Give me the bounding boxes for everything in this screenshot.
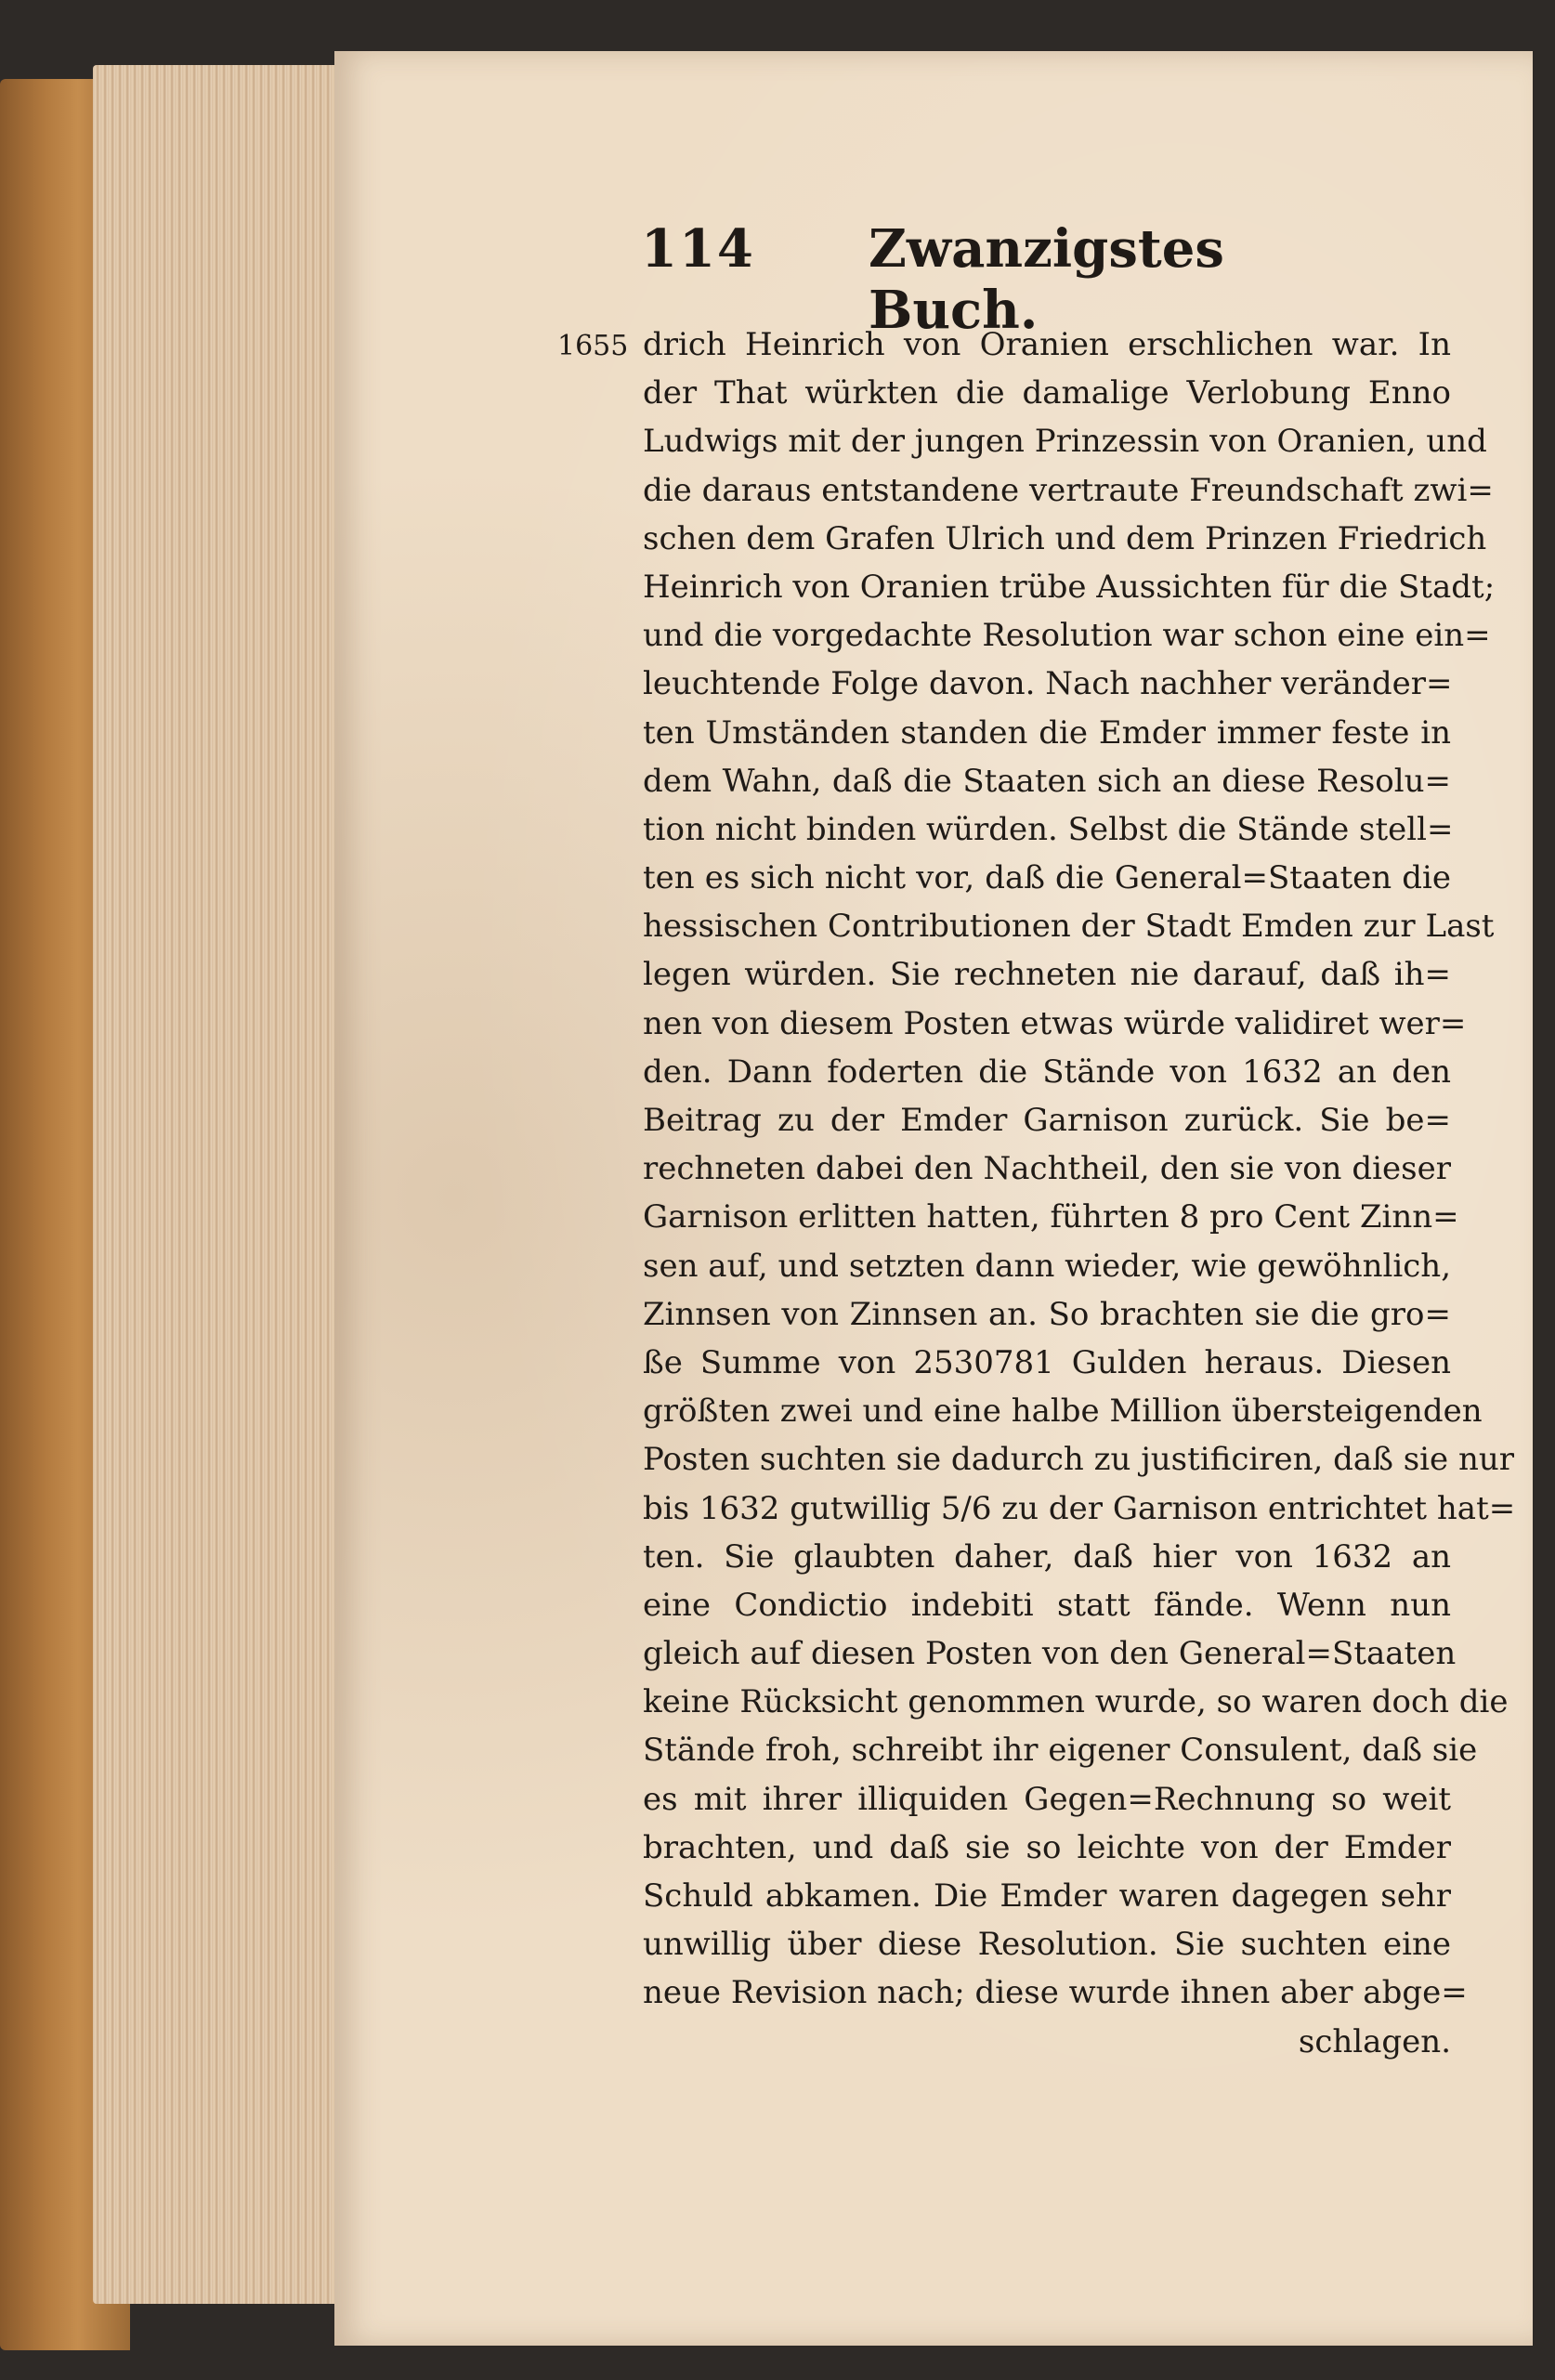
text-line: ten Umständen standen die Emder immer feste in <box>643 713 1451 752</box>
text-line: hessischen Contributionen der Stadt Emden zur Last <box>643 908 1495 946</box>
text-line: rechneten dabei den Nachtheil, den sie von dieser <box>643 1150 1451 1188</box>
text-line: bis 1632 gutwillig 5/6 zu der Garnison entrichtet hat= <box>643 1489 1516 1527</box>
text-line: Stände froh, schreibt ihr eigener Consulent, daß sie <box>643 1732 1478 1770</box>
text-line: Schuld abkamen. Die Emder waren dagegen sehr <box>643 1877 1451 1915</box>
text-line: Heinrich von Oranien trübe Aussichten für die Stadt; <box>643 568 1496 606</box>
text-line: dem Wahn, daß die Staaten sich an diese Resolu= <box>643 762 1451 800</box>
page-number: 114 <box>641 218 755 280</box>
text-line: ten es sich nicht vor, daß die General=Staaten die <box>643 859 1451 897</box>
text-line: es mit ihrer illiquiden Gegen=Rechnung so weit <box>643 1780 1451 1818</box>
text-line: drich Heinrich von Oranien erschlichen war. In <box>643 326 1451 363</box>
text-line: die daraus entstandene vertraute Freundschaft zwi= <box>643 471 1494 509</box>
text-line: unwillig über diese Resolution. Sie suchten eine <box>643 1926 1451 1964</box>
running-title: Zwanzigstes Buch. <box>869 218 1224 341</box>
text-line: und die vorgedachte Resolution war schon eine ein= <box>643 617 1491 655</box>
text-line: brachten, und daß sie so leichte von der Emder <box>643 1828 1451 1866</box>
page-block-edges <box>93 65 339 2304</box>
text-line: keine Rücksicht genommen wurde, so waren doch die <box>643 1683 1509 1721</box>
text-line-catchword: schlagen. <box>1298 2022 1451 2060</box>
text-line: Garnison erlitten hatten, führten 8 pro Cent Zinn= <box>643 1198 1459 1236</box>
text-line: eine Condictio indebiti statt fände. Wenn nun <box>643 1586 1451 1624</box>
text-line: Zinnsen von Zinnsen an. So brachten sie die gro= <box>643 1295 1451 1333</box>
text-line: tion nicht binden würden. Selbst die Stände stell= <box>643 810 1454 848</box>
text-line: ße Summe von 2530781 Gulden heraus. Diesen <box>643 1343 1451 1381</box>
text-line: größten zwei und eine halbe Million übersteigenden <box>643 1393 1483 1431</box>
text-line: der That würkten die damalige Verlobung Enno <box>643 374 1451 412</box>
text-line: schen dem Grafen Ulrich und dem Prinzen Friedrich <box>643 519 1487 557</box>
text-line: leuchtende Folge davon. Nach nachher veränder= <box>643 665 1453 703</box>
body-text <box>643 320 1516 2066</box>
text-line: ten. Sie glaubten daher, daß hier von 1632 an <box>643 1537 1451 1576</box>
text-line: Beitrag zu der Emder Garnison zurück. Sie be= <box>643 1102 1451 1139</box>
text-line: gleich auf diesen Posten von den General=Staaten <box>643 1635 1457 1673</box>
margin-year-note: 1655 <box>557 330 629 362</box>
page-header <box>641 218 1291 341</box>
text-line: Posten suchten sie dadurch zu justificiren, daß sie nur <box>643 1441 1515 1479</box>
text-line: nen von diesem Posten etwas würde validiret wer= <box>643 1004 1467 1042</box>
text-line: legen würden. Sie rechneten nie darauf, daß ih= <box>643 956 1451 994</box>
text-line: den. Dann foderten die Stände von 1632 an den <box>643 1053 1451 1091</box>
text-line: Ludwigs mit der jungen Prinzessin von Oranien, und <box>643 423 1487 461</box>
text-line: neue Revision nach; diese wurde ihnen aber abge= <box>643 1974 1468 2012</box>
text-line: sen auf, und setzten dann wieder, wie gewöhnlich, <box>643 1247 1451 1285</box>
